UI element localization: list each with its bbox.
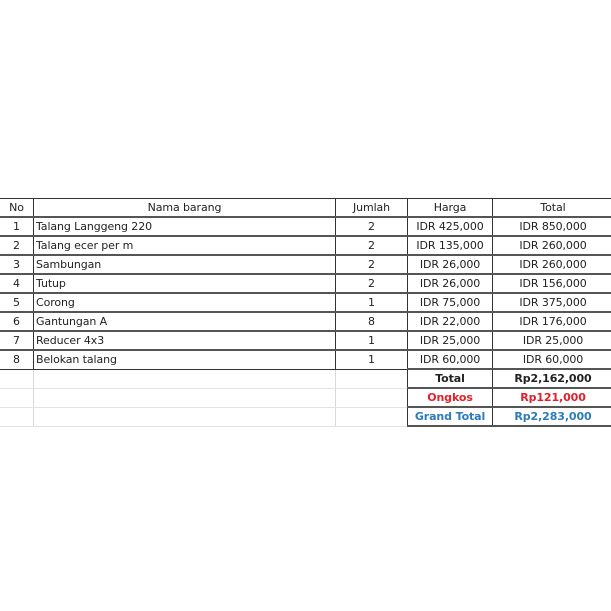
cell-no[interactable]: 3 bbox=[0, 255, 34, 274]
cell-price[interactable]: IDR 25,000 bbox=[408, 331, 493, 350]
grand-total-label[interactable]: Grand Total bbox=[408, 407, 493, 426]
empty-cell[interactable] bbox=[0, 388, 34, 407]
empty-cell[interactable] bbox=[336, 407, 408, 426]
cell-name[interactable]: Gantungan A bbox=[34, 312, 336, 331]
cell-total[interactable]: IDR 850,000 bbox=[493, 217, 611, 236]
cell-total[interactable]: IDR 375,000 bbox=[493, 293, 611, 312]
cell-total[interactable]: IDR 156,000 bbox=[493, 274, 611, 293]
cell-price[interactable]: IDR 135,000 bbox=[408, 236, 493, 255]
cell-price[interactable]: IDR 22,000 bbox=[408, 312, 493, 331]
cell-name[interactable]: Corong bbox=[34, 293, 336, 312]
cell-no[interactable]: 2 bbox=[0, 236, 34, 255]
cell-total[interactable]: IDR 260,000 bbox=[493, 255, 611, 274]
cell-total[interactable]: IDR 25,000 bbox=[493, 331, 611, 350]
cell-name[interactable]: Reducer 4x3 bbox=[34, 331, 336, 350]
total-value[interactable]: Rp2,162,000 bbox=[493, 369, 611, 388]
header-total[interactable]: Total bbox=[493, 199, 611, 218]
header-price[interactable]: Harga bbox=[408, 199, 493, 218]
header-no[interactable]: No bbox=[0, 199, 34, 218]
total-label[interactable]: Total bbox=[408, 369, 493, 388]
cell-price[interactable]: IDR 425,000 bbox=[408, 217, 493, 236]
empty-cell[interactable] bbox=[0, 407, 34, 426]
table-row bbox=[0, 274, 611, 293]
table-row bbox=[0, 331, 611, 350]
cell-price[interactable]: IDR 26,000 bbox=[408, 255, 493, 274]
empty-cell[interactable] bbox=[336, 369, 408, 388]
empty-cell[interactable] bbox=[34, 369, 336, 388]
cell-qty[interactable]: 2 bbox=[336, 236, 408, 255]
cell-qty[interactable]: 8 bbox=[336, 312, 408, 331]
cell-qty[interactable]: 2 bbox=[336, 217, 408, 236]
cell-qty[interactable]: 2 bbox=[336, 274, 408, 293]
summary-row-total bbox=[0, 369, 611, 388]
cell-qty[interactable]: 1 bbox=[336, 350, 408, 369]
cell-no[interactable]: 6 bbox=[0, 312, 34, 331]
table-row bbox=[0, 350, 611, 369]
cell-total[interactable]: IDR 260,000 bbox=[493, 236, 611, 255]
table-row bbox=[0, 236, 611, 255]
cell-price[interactable]: IDR 60,000 bbox=[408, 350, 493, 369]
table-row bbox=[0, 312, 611, 331]
cell-name[interactable]: Belokan talang bbox=[34, 350, 336, 369]
cell-total[interactable]: IDR 60,000 bbox=[493, 350, 611, 369]
cell-no[interactable]: 5 bbox=[0, 293, 34, 312]
table-row bbox=[0, 255, 611, 274]
cell-price[interactable]: IDR 75,000 bbox=[408, 293, 493, 312]
cell-qty[interactable]: 1 bbox=[336, 331, 408, 350]
cell-no[interactable]: 1 bbox=[0, 217, 34, 236]
header-row bbox=[0, 199, 611, 218]
table-row bbox=[0, 293, 611, 312]
summary-row-ongkos bbox=[0, 388, 611, 407]
cell-name[interactable]: Tutup bbox=[34, 274, 336, 293]
summary-row-grand-total bbox=[0, 407, 611, 426]
ongkos-label[interactable]: Ongkos bbox=[408, 388, 493, 407]
spreadsheet bbox=[0, 198, 611, 427]
ongkos-value[interactable]: Rp121,000 bbox=[493, 388, 611, 407]
cell-name[interactable]: Talang ecer per m bbox=[34, 236, 336, 255]
header-name[interactable]: Nama barang bbox=[34, 199, 336, 218]
cell-no[interactable]: 8 bbox=[0, 350, 34, 369]
grand-total-value[interactable]: Rp2,283,000 bbox=[493, 407, 611, 426]
empty-cell[interactable] bbox=[34, 388, 336, 407]
cell-name[interactable]: Talang Langgeng 220 bbox=[34, 217, 336, 236]
invoice-table bbox=[0, 198, 611, 427]
empty-cell[interactable] bbox=[336, 388, 408, 407]
cell-total[interactable]: IDR 176,000 bbox=[493, 312, 611, 331]
cell-qty[interactable]: 1 bbox=[336, 293, 408, 312]
cell-no[interactable]: 4 bbox=[0, 274, 34, 293]
empty-cell[interactable] bbox=[34, 407, 336, 426]
cell-no[interactable]: 7 bbox=[0, 331, 34, 350]
cell-qty[interactable]: 2 bbox=[336, 255, 408, 274]
header-qty[interactable]: Jumlah bbox=[336, 199, 408, 218]
cell-name[interactable]: Sambungan bbox=[34, 255, 336, 274]
cell-price[interactable]: IDR 26,000 bbox=[408, 274, 493, 293]
empty-cell[interactable] bbox=[0, 369, 34, 388]
table-row bbox=[0, 217, 611, 236]
